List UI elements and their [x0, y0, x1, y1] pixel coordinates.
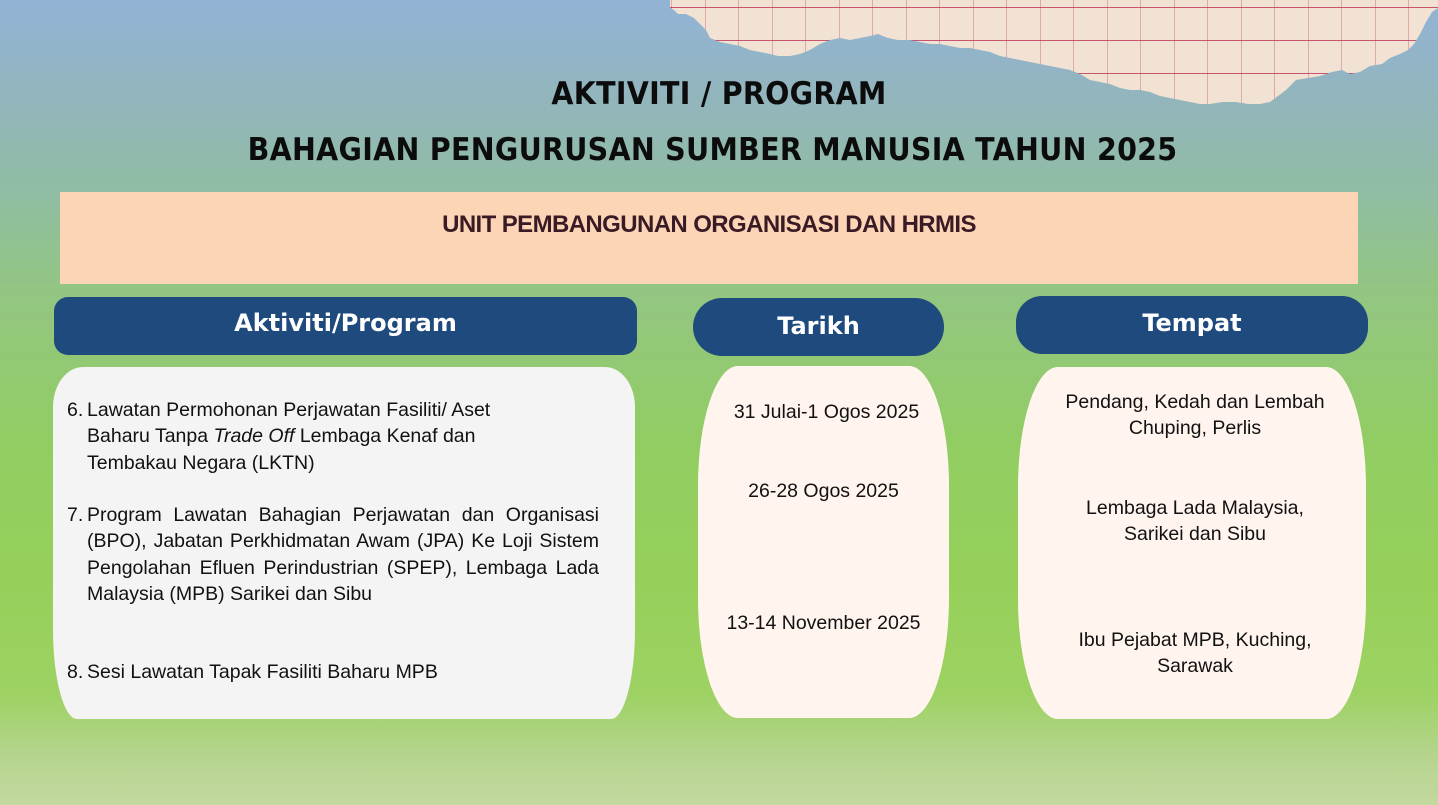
page-subtitle: BAHAGIAN PENGURUSAN SUMBER MANUSIA TAHUN 2025 [247, 132, 1178, 168]
unit-banner [60, 192, 1358, 284]
place-line: Ibu Pejabat MPB, Kuching, [1078, 629, 1312, 651]
activity-number: 8. [67, 661, 84, 683]
unit-banner-label: UNIT PEMBANGUNAN ORGANISASI DAN HRMIS [442, 211, 976, 238]
column-header-activity: Aktiviti/Program [54, 297, 637, 355]
activity-item [67, 502, 599, 608]
activity-text-part: Lawatan Permohonan Perjawatan Fasiliti/ Aset Baharu Tanpa [87, 399, 491, 448]
activity-number: 7. [67, 504, 84, 526]
place-card [1018, 367, 1366, 719]
column-header-place: Tempat [1016, 296, 1368, 354]
activity-number: 6. [67, 399, 84, 421]
activity-text: Sesi Lawatan Tapak Fasiliti Baharu MPB [87, 661, 438, 683]
place-line: Pendang, Kedah dan Lembah [1065, 391, 1325, 413]
activity-item [67, 397, 599, 476]
date-card [698, 366, 949, 718]
place-item [1018, 495, 1366, 548]
activity-text: Program Lawatan Bahagian Perjawatan dan Organisasi (BPO), Jabatan Perkhidmatan Awam (JPA) Ke Loji Sistem Pengolahan Efluen Perindustrian (SPEP), Lembaga Lada Malaysia (MPB) Sarikei dan Sibu [87, 504, 599, 606]
activity-text-italic: Trade Off [213, 425, 295, 448]
date-item: 31 Julai-1 Ogos 2025 [733, 401, 920, 423]
activity-text [87, 397, 547, 476]
place-line: Lembaga Lada Malaysia, [1086, 497, 1304, 519]
activity-card [53, 367, 635, 719]
place-line: Sarawak [1157, 655, 1233, 678]
date-item: 13-14 November 2025 [726, 612, 921, 634]
column-header-date: Tarikh [693, 298, 944, 356]
date-item: 26-28 Ogos 2025 [748, 480, 899, 502]
activity-item [67, 659, 599, 685]
place-line: Chuping, Perlis [1128, 417, 1262, 440]
place-item [1018, 389, 1366, 442]
activity-text-part: Lembaga Kenaf dan Tembakau Negara (LKTN) [87, 425, 476, 474]
page-title: AKTIVITI / PROGRAM [551, 76, 887, 112]
place-line: Sarikei dan Sibu [1123, 523, 1266, 546]
place-item [1018, 627, 1366, 680]
